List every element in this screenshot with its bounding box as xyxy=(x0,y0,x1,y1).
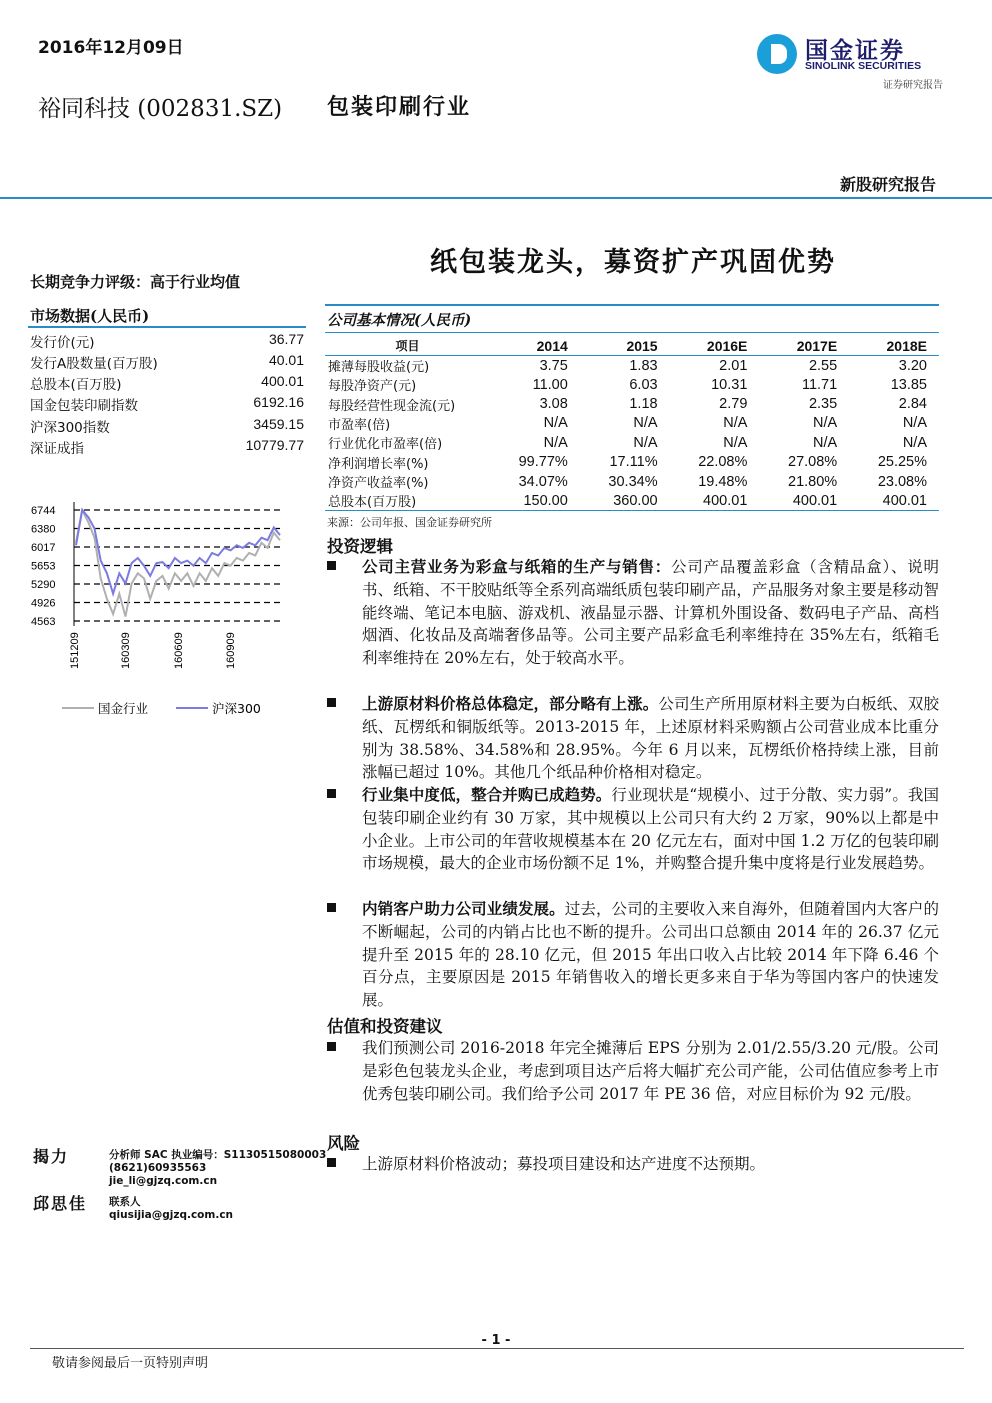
contact-email[interactable]: qiusijia@gjzq.com.cn xyxy=(109,1209,234,1221)
bullet-square-icon xyxy=(327,1042,336,1051)
market-value: 10779.77 xyxy=(245,437,304,453)
table-cell: 400.01 xyxy=(703,492,748,509)
table-row xyxy=(325,491,939,511)
market-label: 发行价(元) xyxy=(30,335,95,351)
table-cell: 34.07% xyxy=(518,473,568,490)
market-value: 40.01 xyxy=(268,352,304,368)
series-line xyxy=(76,510,280,594)
section-title-risk: 风险 xyxy=(327,1134,360,1153)
table-cell: 3.75 xyxy=(539,357,568,374)
table-cell: 11.71 xyxy=(801,376,838,393)
market-label: 总股本(百万股) xyxy=(30,377,122,393)
market-value: 400.01 xyxy=(261,373,304,389)
row-label: 净资产收益率(%) xyxy=(328,476,429,492)
company-basics-table xyxy=(325,336,939,511)
col-header: 2017E xyxy=(796,337,838,354)
market-row xyxy=(30,331,304,352)
competitiveness-rating: 长期竞争力评级：高于行业均值 xyxy=(30,273,241,291)
market-label: 深证成指 xyxy=(30,441,84,457)
table-row xyxy=(325,433,939,452)
logo-en: SINOLINK SECURITIES xyxy=(805,60,922,72)
logo-sub: 证券研究报告 xyxy=(883,80,943,91)
analyst-info xyxy=(109,1149,326,1188)
y-tick-label: 6017 xyxy=(31,542,56,554)
table-row xyxy=(325,472,939,491)
x-tick-label: 160909 xyxy=(225,632,237,669)
table-cell: 1.18 xyxy=(629,396,658,413)
legend-label: 国金行业 xyxy=(98,701,149,716)
bullet-text: 过去，公司的主要收入来自海外，但随着国内大客户的不断崛起，公司的内销占比也不断的提升。公司出口总额由 2014 年的 26.37 亿元提升至 2015 年的 28.10 亿元，但 2015 年出口收入占比较 2014 年下降 6.46 个百分点，主要原因是 2015 年销售收入的增长更多来自于华为等国内客户的快速发展。 xyxy=(362,900,939,1010)
table-cell: 25.25% xyxy=(877,454,927,471)
table-cell: N/A xyxy=(543,415,568,432)
table-cell: 2.35 xyxy=(808,396,838,413)
table-cell: 11.00 xyxy=(532,376,568,393)
table-cell: 19.48% xyxy=(698,473,748,490)
table-header-row xyxy=(325,336,939,356)
logo-cn: 国金证券 xyxy=(805,38,905,64)
table-title-divider xyxy=(325,332,939,333)
bullet-heading: 内销客户助力公司业绩发展。 xyxy=(362,899,565,918)
x-tick-label: 160309 xyxy=(120,632,132,669)
table-top-divider xyxy=(325,304,939,306)
company-name: 裕同科技 (002831.SZ) xyxy=(38,96,283,122)
col-header: 2014 xyxy=(536,337,568,354)
header-divider xyxy=(0,197,992,199)
table-cell: N/A xyxy=(902,415,927,432)
footer-divider xyxy=(30,1348,964,1349)
logic-bullet xyxy=(327,693,939,784)
bullet-heading: 上游原材料价格总体稳定，部分略有上涨。 xyxy=(362,694,659,713)
logic-bullet xyxy=(327,784,939,875)
row-label: 行业优化市盈率(倍) xyxy=(328,437,443,453)
report-date: 2016年12月09日 xyxy=(38,38,184,58)
market-data-title: 市场数据(人民币) xyxy=(30,307,150,325)
table-cell: 6.03 xyxy=(629,376,658,393)
table-cell: 2.01 xyxy=(719,357,748,374)
table-cell: 22.08% xyxy=(698,454,748,471)
y-tick-label: 6744 xyxy=(31,505,56,517)
market-value: 3459.15 xyxy=(253,416,304,432)
analyst-name: 揭力 xyxy=(33,1147,70,1166)
table-title: 公司基本情况(人民币) xyxy=(327,312,472,329)
row-label: 每股经营性现金流(元) xyxy=(328,398,456,414)
y-tick-label: 4563 xyxy=(31,616,56,628)
contact-name: 邱思佳 xyxy=(33,1194,88,1213)
row-label: 市盈率(倍) xyxy=(328,417,391,433)
table-row xyxy=(325,394,939,413)
table-source: 来源：公司年报、国金证券研究所 xyxy=(327,516,492,529)
analyst-cert: 分析师 SAC 执业编号：S1130515080003 xyxy=(109,1149,327,1161)
row-label: 摊薄每股收益(元) xyxy=(328,360,430,375)
table-cell: N/A xyxy=(633,434,658,451)
logic-bullet xyxy=(327,898,939,1012)
risk-bullet xyxy=(327,1153,939,1176)
market-row xyxy=(30,437,304,458)
table-cell: 3.08 xyxy=(539,396,568,413)
sinolink-logo xyxy=(757,30,947,92)
table-cell: 400.01 xyxy=(792,492,838,509)
table-cell: 23.08% xyxy=(877,473,927,490)
valuation-bullet xyxy=(327,1037,939,1105)
table-cell: N/A xyxy=(723,415,748,432)
table-cell: 17.11% xyxy=(609,454,658,471)
y-tick-label: 5653 xyxy=(31,560,56,573)
market-value: 6192.16 xyxy=(253,394,304,410)
report-type: 新股研究报告 xyxy=(839,175,936,194)
market-data-divider xyxy=(28,326,306,328)
col-header: 2015 xyxy=(626,337,658,354)
table-cell: 21.80% xyxy=(788,473,838,490)
bullet-square-icon xyxy=(327,698,336,707)
col-header: 项目 xyxy=(395,339,420,353)
table-cell: 30.34% xyxy=(608,473,658,490)
table-cell: N/A xyxy=(902,434,927,451)
risk-text: 上游原材料价格波动；募投项目建设和达产进度不达预期。 xyxy=(362,1155,766,1173)
market-label: 沪深300指数 xyxy=(30,420,110,436)
market-row xyxy=(30,373,304,394)
row-label: 净利润增长率(%) xyxy=(328,456,429,472)
table-cell: 2.79 xyxy=(719,396,748,413)
headline: 纸包装龙头，募资扩产巩固优势 xyxy=(430,247,836,278)
table-cell: 2.84 xyxy=(898,396,927,413)
table-row xyxy=(325,375,939,394)
table-cell: 99.77% xyxy=(518,454,568,471)
y-tick-label: 5290 xyxy=(31,579,56,591)
bullet-heading: 行业集中度低，整合并购已成趋势。 xyxy=(362,785,612,804)
x-tick-label: 151209 xyxy=(69,632,81,669)
y-tick-label: 4926 xyxy=(31,597,56,610)
bullet-square-icon xyxy=(327,1158,336,1167)
table-cell: 360.00 xyxy=(613,492,658,509)
table-cell: 400.01 xyxy=(882,492,927,509)
table-cell: 3.20 xyxy=(898,357,927,374)
market-label: 发行A股数量(百万股) xyxy=(30,356,158,372)
market-row xyxy=(30,416,304,437)
contact-role: 联系人 xyxy=(109,1196,141,1208)
analyst-email[interactable]: jie_li@gjzq.com.cn xyxy=(109,1175,218,1187)
table-cell: N/A xyxy=(543,434,568,451)
bullet-text: 公司生产所用原材料主要为白板纸、双胶纸、瓦楞纸和铜版纸等。2013-2015 年，上述原材料采购额占公司营业成本比重分别为 38.58%、34.58%和 28.95%。今年 6 月以来，瓦楞纸价格持续上涨，目前涨幅已超过 10%。其他几个纸品种价格相对稳定。 xyxy=(362,695,939,782)
bullet-square-icon xyxy=(327,789,336,798)
market-value: 36.77 xyxy=(268,331,304,347)
table-cell: 10.31 xyxy=(711,376,748,393)
table-cell: 1.83 xyxy=(629,357,658,374)
section-title-logic: 投资逻辑 xyxy=(327,537,393,556)
table-row xyxy=(325,414,939,433)
market-row xyxy=(30,352,304,373)
table-cell: 150.00 xyxy=(523,492,568,509)
row-label: 每股净资产(元) xyxy=(328,379,417,395)
footer-note: 敬请参阅最后一页特别声明 xyxy=(52,1356,209,1371)
col-header: 2018E xyxy=(886,337,927,354)
x-tick-label: 160609 xyxy=(173,632,185,669)
y-tick-label: 6380 xyxy=(31,523,56,536)
market-row xyxy=(30,394,304,415)
table-cell: N/A xyxy=(633,415,658,432)
table-cell: 13.85 xyxy=(890,376,927,393)
market-label: 国金包装印刷指数 xyxy=(30,398,138,414)
bullet-square-icon xyxy=(327,903,336,912)
table-cell: N/A xyxy=(813,415,838,432)
table-cell: 27.08% xyxy=(788,454,838,471)
col-header: 2016E xyxy=(706,337,748,354)
bullet-square-icon xyxy=(327,561,336,570)
table-cell: N/A xyxy=(723,434,748,451)
logo-mark-icon xyxy=(757,34,797,74)
table-row xyxy=(325,356,939,376)
row-label: 总股本(百万股) xyxy=(328,495,417,511)
legend-label: 沪深300 xyxy=(212,701,261,716)
series-line xyxy=(76,510,280,617)
analyst-phone: (8621)60935563 xyxy=(109,1162,207,1174)
table-cell: N/A xyxy=(813,434,838,451)
price-chart xyxy=(28,495,308,725)
bullet-text: 公司产品覆盖彩盒（含精品盒）、说明书、纸箱、不干胶贴纸等全系列高端纸质包装印刷产品，产品服务对象主要是移动智能终端、笔记本电脑、游戏机、液晶显示器、计算机外围设备、数码电子产品、高档烟酒、化妆品及高端奢侈品等。公司主要产品彩盒毛利率维持在 35%左右，纸箱毛利率维持在 20%左右，处于较高水平。 xyxy=(362,558,939,668)
industry: 包装印刷行业 xyxy=(327,94,472,120)
logic-bullet xyxy=(327,556,939,670)
table-cell: 2.55 xyxy=(808,357,838,374)
contact-info xyxy=(109,1196,233,1222)
valuation-text: 我们预测公司 2016-2018 年完全摊薄后 EPS 分别为 2.01/2.55/3.20 元/股。公司是彩色包装龙头企业，考虑到项目达产后将大幅扩充公司产能，公司估值应参考上市优秀包装印刷公司。我们给予公司 2017 年 PE 36 倍，对应目标价为 92 元/股。 xyxy=(362,1039,939,1103)
page-number: - 1 - xyxy=(481,1333,511,1348)
section-title-valuation: 估值和投资建议 xyxy=(327,1017,443,1036)
table-row xyxy=(325,453,939,472)
bullet-heading: 公司主营业务为彩盒与纸箱的生产与销售： xyxy=(362,557,672,576)
bullet-text: 行业现状是“规模小、过于分散、实力弱”。我国包装印刷企业约有 30 万家，其中规模以上公司只有大约 2 万家，90%以上都是中小企业。上市公司的年营收规模基本在 20 亿元左右，面对中国 1.2 万亿的包装印刷市场规模，最大的企业市场份额不足 1%，并购整合提升集中度将是行业发展趋势。 xyxy=(362,786,939,873)
